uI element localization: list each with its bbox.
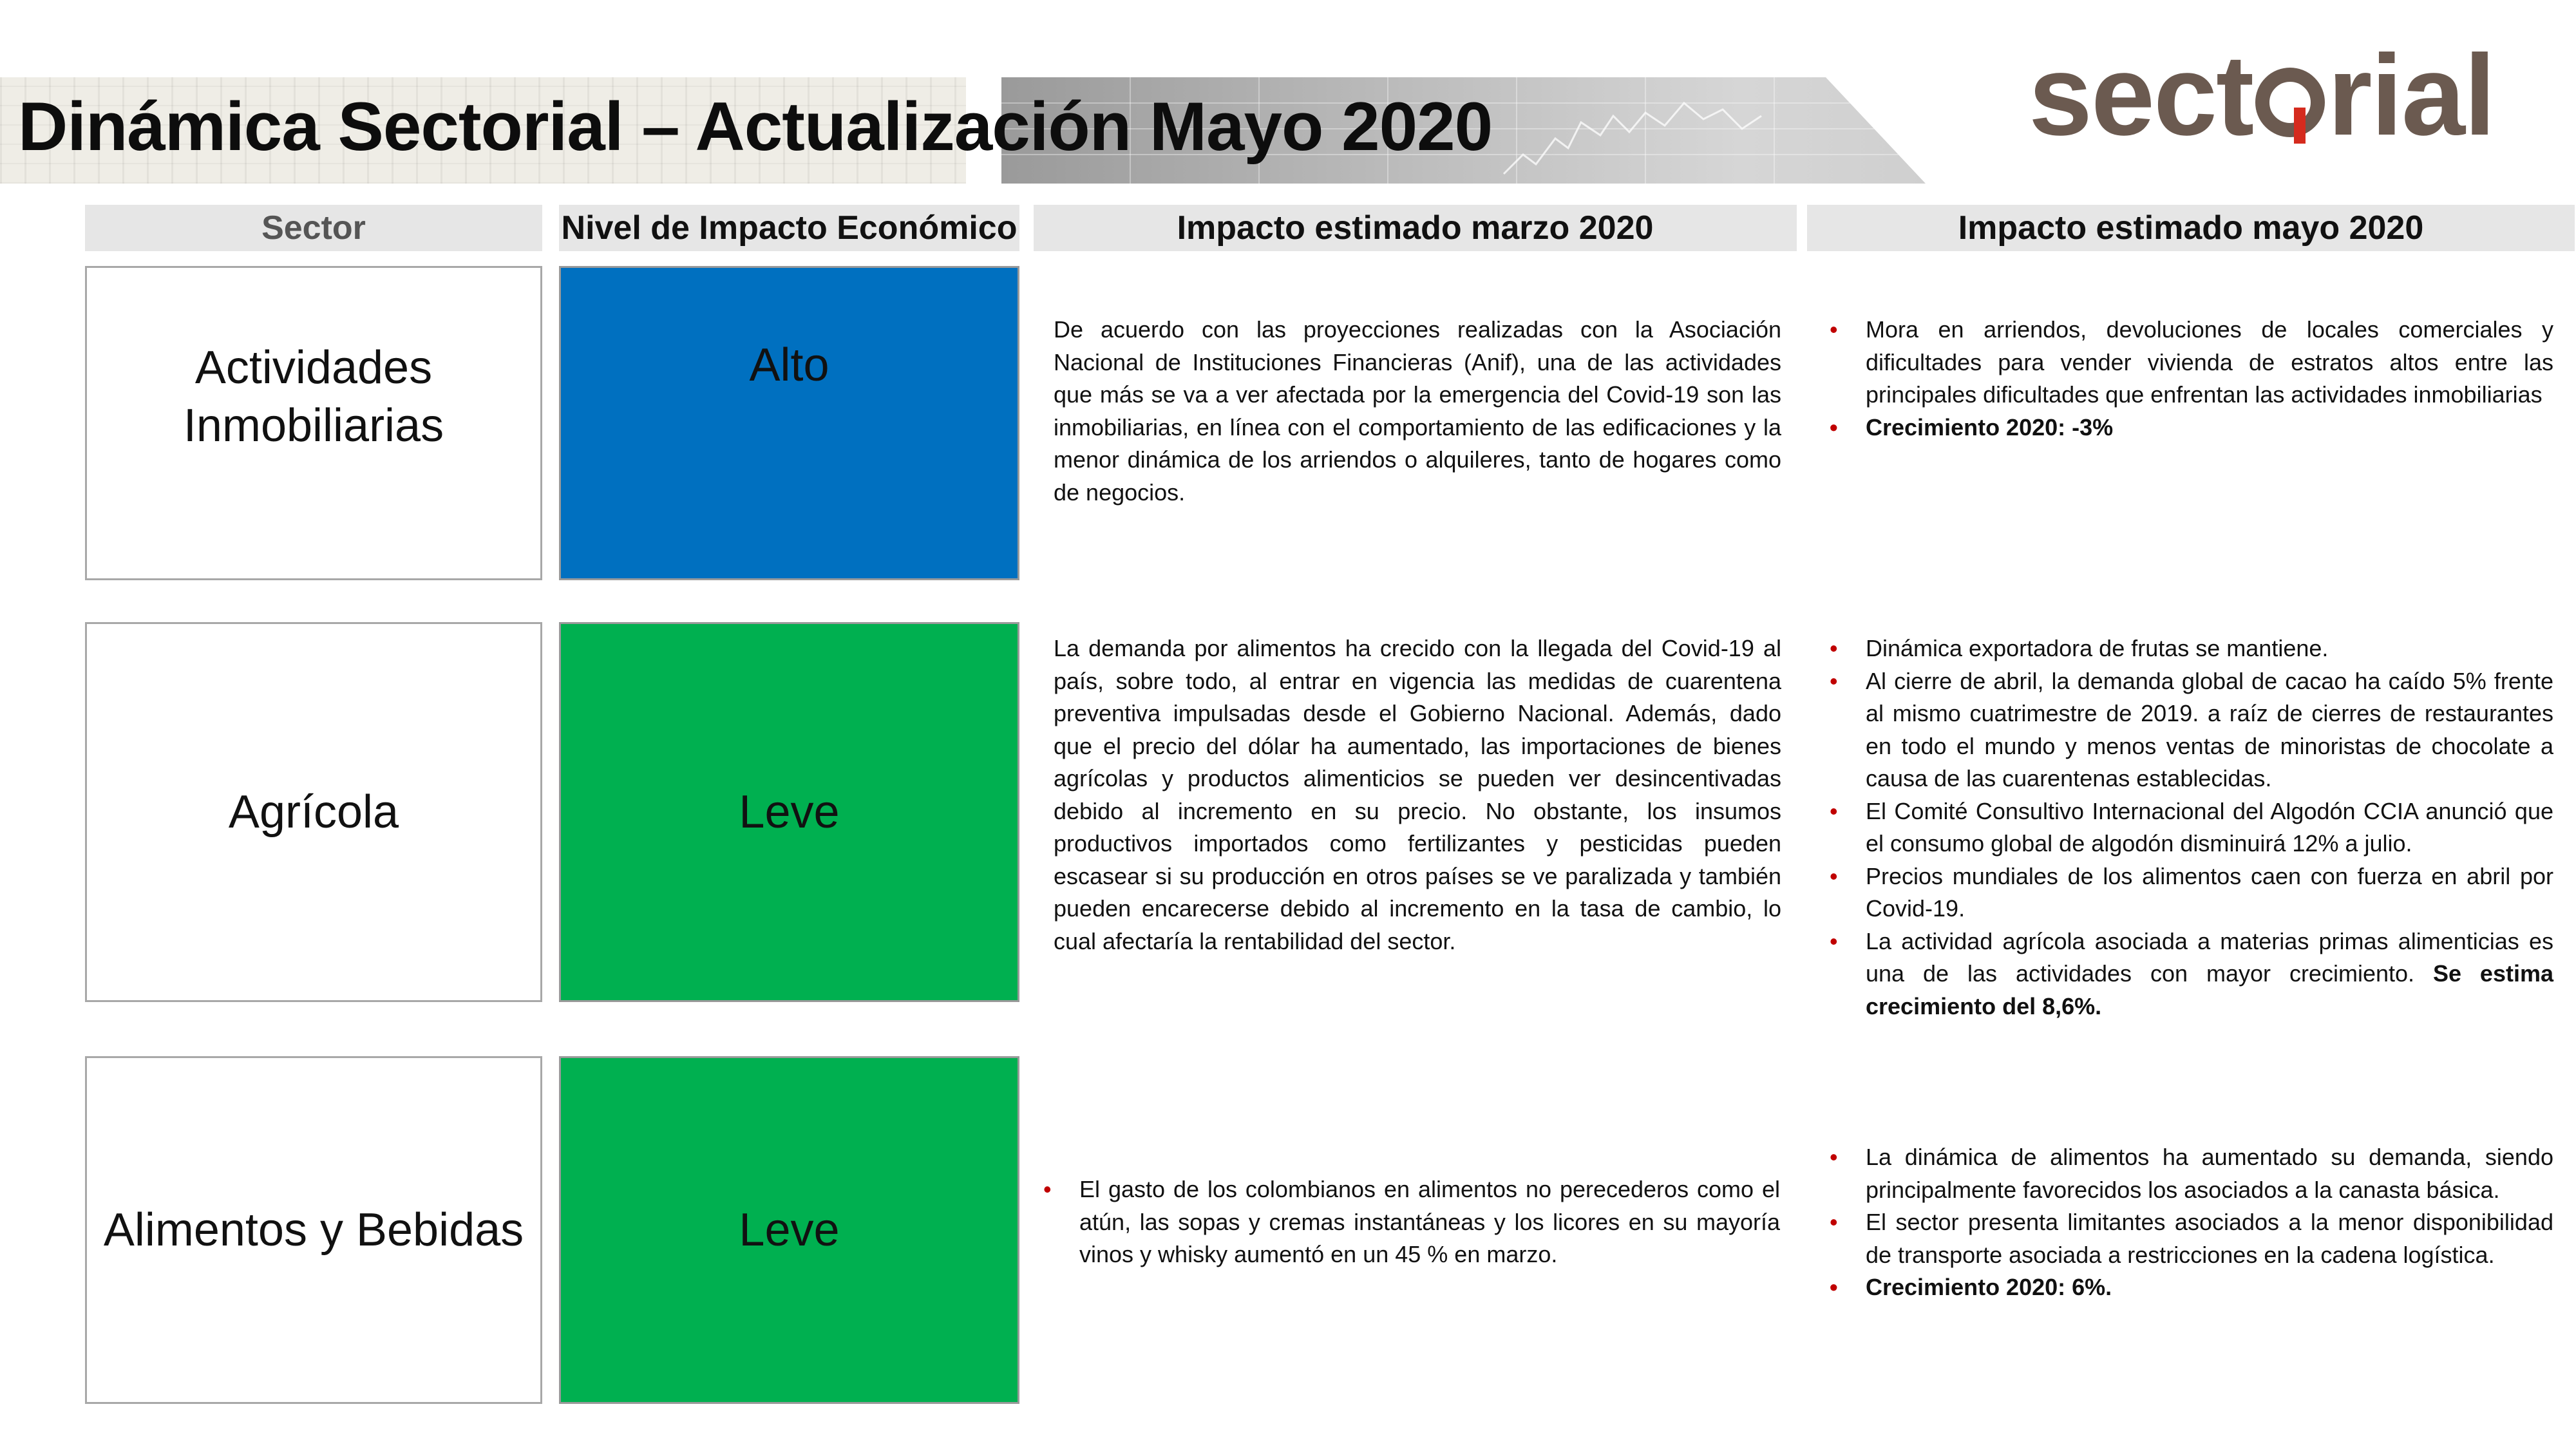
header-may-impact: Impacto estimado mayo 2020 bbox=[1807, 205, 2575, 251]
title-banner bbox=[0, 77, 1926, 184]
logo-text-start: sect bbox=[2029, 31, 2253, 159]
march-impact-text: De acuerdo con las proyecciones realizadas con la Asociación Nacional de Instituciones Financieras (Anif), una de las actividades que más se va a ver afectada por la emergencia del Covid-19 son las inmobiliarias, en línea con el comportamiento de las edificaciones y la menor dinámica de los arriendos o alquileres, tanto de hogares como de negocios. bbox=[1054, 316, 1781, 506]
impact-cell-leve bbox=[559, 622, 1019, 1002]
header-march-impact: Impacto estimado marzo 2020 bbox=[1034, 205, 1797, 251]
list-item: • El Comité Consultivo Internacional del Algodón CCIA anunció que el consumo global de algodón disminuirá 12% a julio. bbox=[1824, 795, 2553, 860]
march-impact-text: La demanda por alimentos ha crecido con la llegada del Covid-19 al país, sobre todo, al entrar en vigencia las medidas de cuarentena preventiva impulsadas desde el Gobierno Nacional. Además, dado que el precio del dólar ha aumentado, las importaciones de bienes agrícolas y productos alimenticios se pueden ver desincentivadas debido al incremento en su precio. No obstante, los insumos productivos importados como fertilizantes y pesticidas pueden escasear si su producción en otros países se ve paralizada y también pueden encarecerse debido al incremento en la tasa de cambio, lo cual afectaría la rentabilidad del sector. bbox=[1054, 635, 1781, 954]
list-item-text: La actividad agrícola asociada a materias primas alimenticias es una de las actividades con mayor crecimiento. bbox=[1866, 927, 2553, 987]
list-item: • La dinámica de alimentos ha aumentado su demanda, siendo principalmente favorecidos los asociados a la canasta básica. bbox=[1824, 1141, 2553, 1206]
may-impact-list bbox=[1824, 1141, 2553, 1304]
sector-cell-inmobiliarias bbox=[85, 266, 542, 580]
march-impact-list bbox=[1038, 1173, 1780, 1271]
sectorial-logo bbox=[2029, 31, 2495, 159]
sector-cell-alimentos bbox=[85, 1056, 542, 1404]
header-impact-level: Nivel de Impacto Económico bbox=[559, 205, 1019, 251]
list-item bbox=[1824, 925, 2553, 1023]
sector-label-line-1: Actividades bbox=[194, 342, 433, 393]
may-impact-list bbox=[1824, 632, 2553, 1023]
impact-level-label: Leve bbox=[739, 786, 840, 838]
may-impact-list bbox=[1824, 314, 2553, 444]
impact-cell-leve bbox=[559, 1056, 1019, 1404]
growth-estimate: Se estima crecimiento del 8,6%. bbox=[1866, 960, 2553, 1019]
list-item: • Al cierre de abril, la demanda global de cacao ha caído 5% frente al mismo cuatrimestre de 2019. a raíz de cierres de restaurantes en todo el mundo y menos ventas de minoristas de chocolate a causa de las cuarentenas establecidas. bbox=[1824, 665, 2553, 795]
list-item: • Crecimiento 2020: 6%. bbox=[1824, 1271, 2553, 1304]
list-item: • Dinámica exportadora de frutas se mantiene. bbox=[1824, 632, 2553, 665]
list-item: • El sector presenta limitantes asociados a la menor disponibilidad de transporte asociada a restricciones en la cadena logística. bbox=[1824, 1206, 2553, 1271]
list-item: • El gasto de los colombianos en alimentos no perecederos como el atún, las sopas y cremas instantáneas y los licores en su mayoría vinos y whisky aumentó en un 45 % en marzo. bbox=[1038, 1173, 1780, 1271]
sector-label: Alimentos y Bebidas bbox=[103, 1204, 524, 1256]
page-title: Dinámica Sectorial – Actualización Mayo 2020 bbox=[18, 88, 1493, 165]
impact-cell-alto bbox=[559, 266, 1019, 580]
sector-label-line-2: Inmobiliarias bbox=[183, 400, 444, 451]
logo-text-end: rial bbox=[2327, 31, 2495, 159]
impact-level-label: Leve bbox=[739, 1204, 840, 1256]
header-sector: Sector bbox=[85, 205, 542, 251]
sector-label: Agrícola bbox=[228, 786, 399, 838]
impact-level-label: Alto bbox=[749, 339, 829, 391]
sector-cell-agricola bbox=[85, 622, 542, 1002]
list-item: • Mora en arriendos, devoluciones de locales comerciales y dificultades para vender vivienda de estratos altos entre las principales dificultades que enfrentan las actividades inmobiliarias bbox=[1824, 314, 2553, 412]
list-item: • Precios mundiales de los alimentos caen con fuerza en abril por Covid-19. bbox=[1824, 860, 2553, 925]
list-item: • Crecimiento 2020: -3% bbox=[1824, 412, 2553, 444]
logo-o-mark-icon bbox=[2255, 68, 2325, 137]
